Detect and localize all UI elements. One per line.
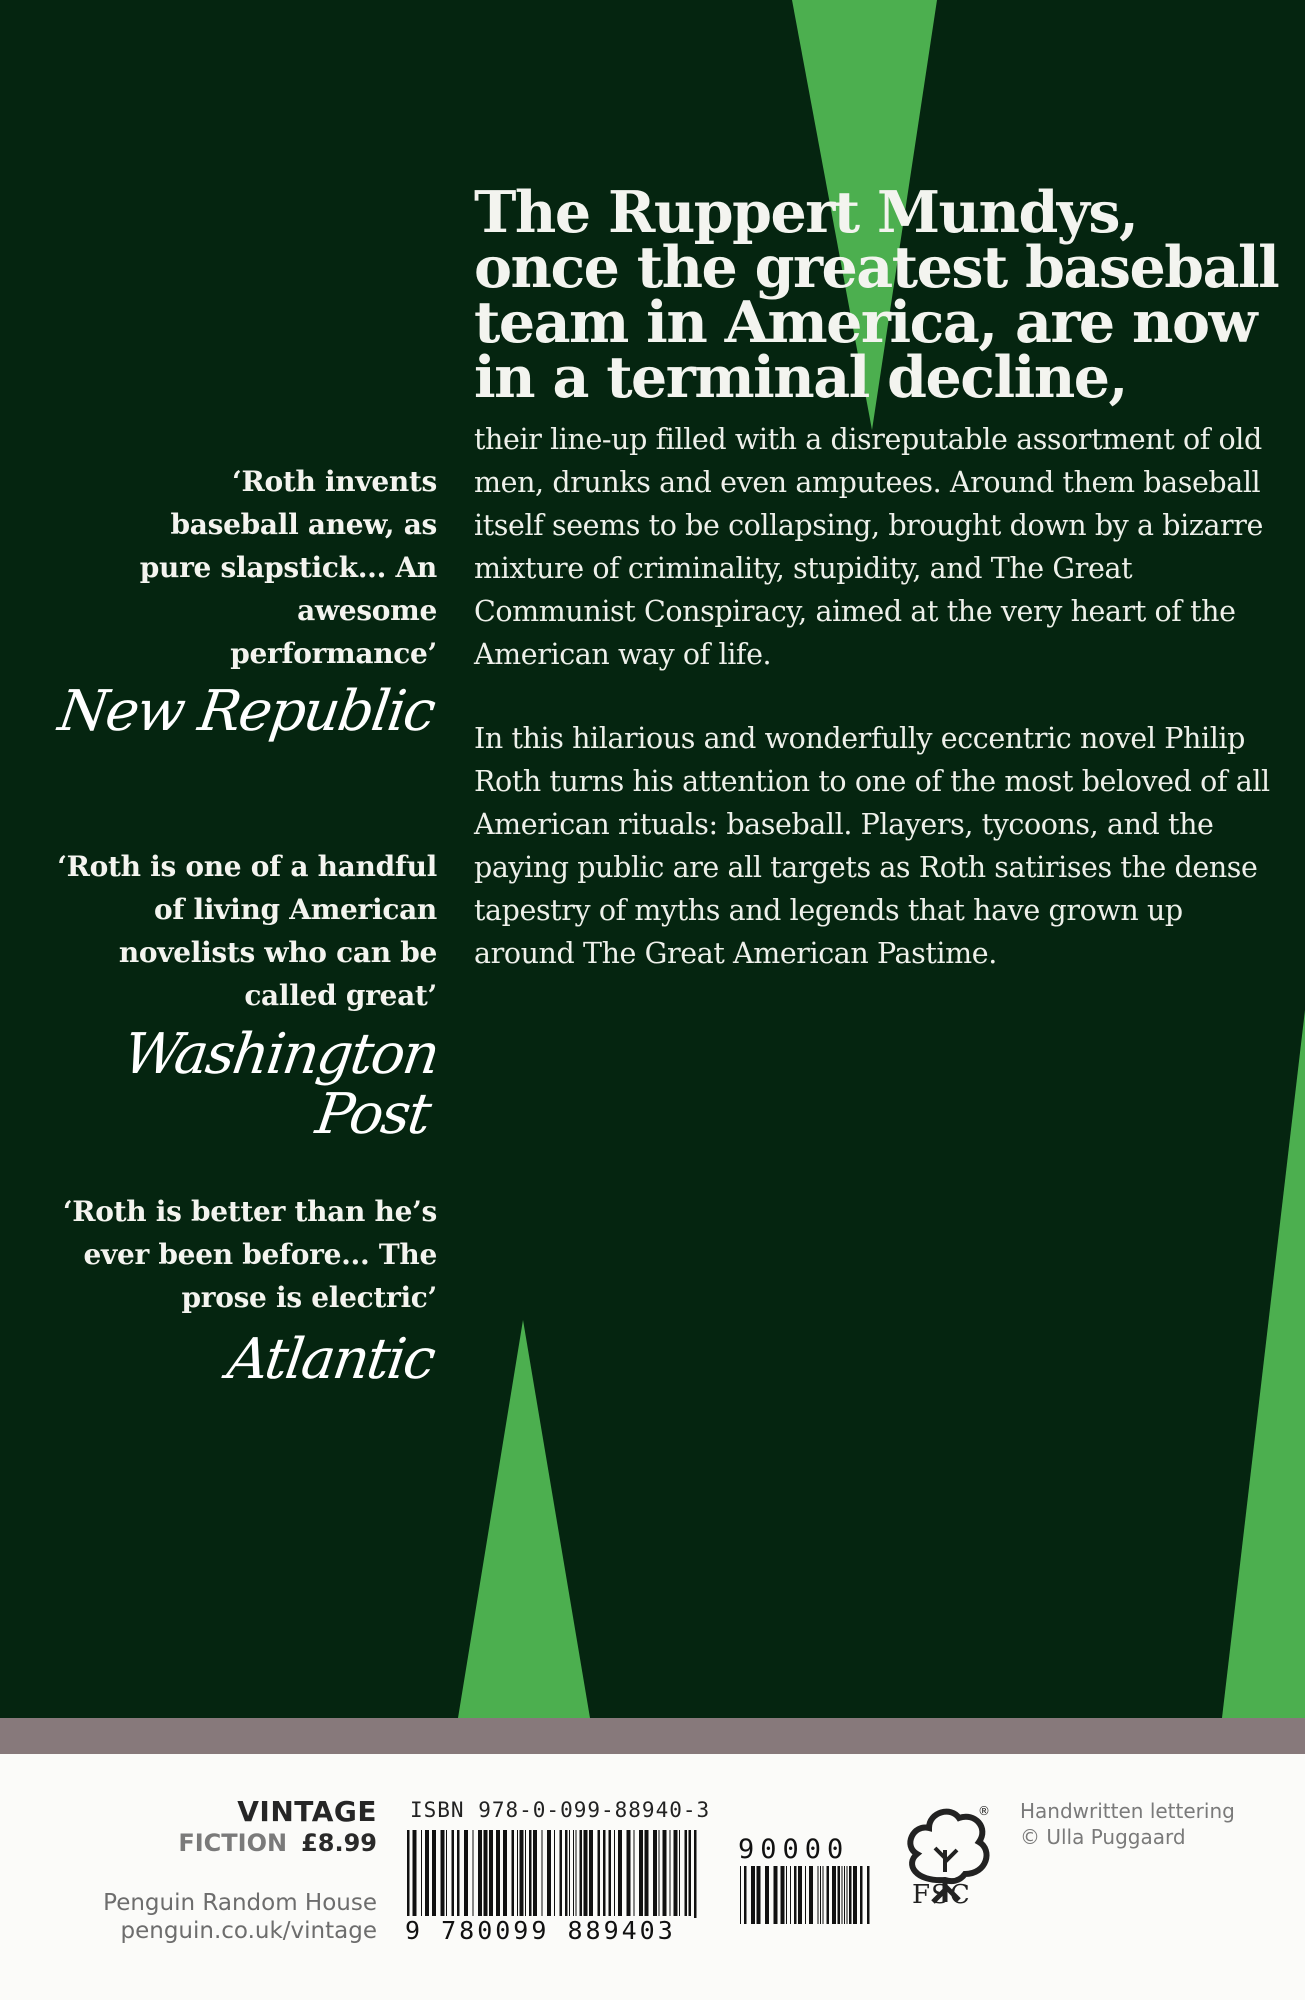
barcode-bar: [786, 1866, 787, 1924]
barcode-bar: [860, 1866, 863, 1924]
barcode-bar: [478, 1830, 482, 1916]
barcode-bar: [413, 1830, 417, 1918]
barcode-bar: [473, 1830, 474, 1916]
review-quote-1: ‘Roth invents baseball anew, as pure slapstick... An awesome performance’: [139, 465, 437, 670]
barcode-bar: [584, 1830, 588, 1916]
barcode-bar: [609, 1830, 612, 1916]
barcode-bar: [790, 1866, 791, 1924]
barcode-bar: [573, 1830, 574, 1916]
barcode-bar: [794, 1866, 797, 1924]
barcode-bar: [627, 1830, 631, 1916]
barcode-bar: [694, 1830, 697, 1918]
barcode-bar: [432, 1830, 436, 1916]
barcode-bar: [853, 1866, 857, 1924]
review-source-1: New Republic: [54, 679, 438, 744]
barcode-bar: [589, 1830, 593, 1916]
barcode-bar: [598, 1830, 601, 1916]
barcode-bar: [421, 1830, 422, 1918]
barcode-bar: [659, 1830, 660, 1916]
barcode-bar: [569, 1830, 570, 1916]
publisher-info: [103, 1889, 377, 1945]
barcode-bar: [653, 1830, 657, 1916]
review-quote-3: ‘Roth is better than he’s ever been before... The prose is electric’: [62, 1195, 437, 1314]
fsc-registered-mark: ®: [978, 1804, 990, 1818]
isbn-barcode: [405, 1830, 705, 1918]
barcode-bar: [805, 1866, 806, 1924]
fsc-label: FSC: [912, 1880, 971, 1910]
barcode-bar: [765, 1866, 769, 1924]
barcode-bar: [554, 1830, 555, 1916]
price-label: £8.99: [301, 1829, 377, 1857]
barcode-bar: [674, 1830, 678, 1916]
barcode-bar: [849, 1866, 852, 1924]
imprint-category: [178, 1829, 377, 1857]
grey-band: [0, 1718, 1305, 1754]
barcode-bar: [751, 1866, 755, 1924]
barcode-bar: [820, 1866, 821, 1924]
ean-digits: 9 780099 889403: [405, 1916, 676, 1945]
barcode-bar: [798, 1866, 802, 1924]
barcode-bar: [757, 1866, 761, 1924]
publisher-url: penguin.co.uk/vintage: [120, 1918, 377, 1944]
barcode-bar: [503, 1830, 507, 1916]
barcode-bar: [542, 1830, 543, 1916]
barcode-bar: [452, 1830, 455, 1916]
barcode-bar: [565, 1830, 568, 1916]
barcode-bar: [842, 1866, 843, 1924]
barcode-bar: [533, 1830, 537, 1916]
blurb-paragraph-1: their line-up filled with a disreputable assortment of old men, drunks and even amputees. Around them baseball itself seems to be collapsing, brought down by a bizarre mixture of criminality, stupidity, and The Great Communist Conspiracy, aimed at the very heart of the American way of life.: [474, 423, 1263, 671]
barcode-bar: [425, 1830, 429, 1916]
barcode-bar: [446, 1830, 447, 1916]
lettering-credit: [1020, 1798, 1235, 1850]
barcode-bar: [464, 1830, 468, 1916]
barcode-bar: [818, 1866, 819, 1924]
barcode-bar: [407, 1830, 410, 1918]
credit-line-2: © Ulla Puggaard: [1020, 1825, 1186, 1849]
barcode-bar: [670, 1830, 671, 1916]
barcode-bar: [847, 1866, 848, 1924]
barcode-bar: [614, 1830, 615, 1916]
barcode-bar: [517, 1830, 518, 1916]
barcode-bar: [457, 1830, 460, 1916]
barcode-bar: [781, 1866, 785, 1924]
barcode-bar: [740, 1866, 741, 1924]
barcode-bar: [525, 1830, 526, 1916]
isbn-label: ISBN 978-0-099-88940-3: [410, 1798, 711, 1822]
barcode-bar: [529, 1830, 532, 1916]
barcode-bar: [639, 1830, 643, 1916]
barcode-bar: [618, 1830, 622, 1916]
barcode-bar: [827, 1866, 830, 1924]
barcode-bar: [838, 1866, 841, 1924]
barcode-bar: [832, 1866, 836, 1924]
right-spike: [1222, 1010, 1305, 1718]
barcode-bar: [663, 1830, 667, 1916]
barcode-bar: [512, 1830, 515, 1916]
headline: The Ruppert Mundys, once the greatest baseball team in America, are now in a terminal decline,: [474, 179, 1279, 411]
credit-line-1: Handwritten lettering: [1020, 1799, 1235, 1823]
barcode-bar: [679, 1830, 680, 1916]
barcode-bar: [441, 1830, 445, 1916]
review-source-2: Washington Post: [119, 1022, 442, 1147]
barcode-bar: [867, 1866, 870, 1924]
barcode-bar: [774, 1866, 778, 1924]
barcode-bar: [496, 1830, 500, 1916]
barcode-bar: [634, 1830, 635, 1916]
barcode-bar: [520, 1830, 524, 1916]
barcode-bar: [580, 1830, 583, 1916]
addon-barcode: [738, 1866, 873, 1926]
barcode-bar: [489, 1830, 493, 1916]
barcode-bar: [823, 1866, 824, 1924]
category-label: FICTION: [178, 1829, 288, 1857]
barcode-bar: [603, 1830, 606, 1916]
barcode-bar: [645, 1830, 649, 1916]
imprint-brand: VINTAGE: [237, 1795, 377, 1828]
barcode-bar: [744, 1866, 747, 1924]
bottom-left-spike: [458, 1320, 590, 1718]
barcode-bar: [685, 1830, 688, 1916]
barcode-bar: [547, 1830, 551, 1916]
barcode-bar: [809, 1866, 813, 1924]
review-source-3: Atlantic: [223, 1327, 438, 1392]
review-quote-2: ‘Roth is one of a handful of living American novelists who can be called great’: [57, 850, 437, 1012]
barcode-bar: [844, 1866, 845, 1924]
barcode-bar: [484, 1830, 488, 1916]
price-addon-digits: 90000: [738, 1834, 850, 1865]
barcode-bar: [560, 1830, 563, 1916]
barcode-bar: [689, 1830, 692, 1916]
blurb-paragraph-2: In this hilarious and wonderfully eccentric novel Philip Roth turns his attention to one of the most beloved of all American rituals: baseball. Players, tycoons, and the paying public are all targets as Roth satirises the dense tapestry of myths and legends that have grown up around The Great American Pastime.: [474, 722, 1270, 970]
barcode-bar: [576, 1830, 577, 1916]
publisher-name: Penguin Random House: [103, 1890, 377, 1916]
